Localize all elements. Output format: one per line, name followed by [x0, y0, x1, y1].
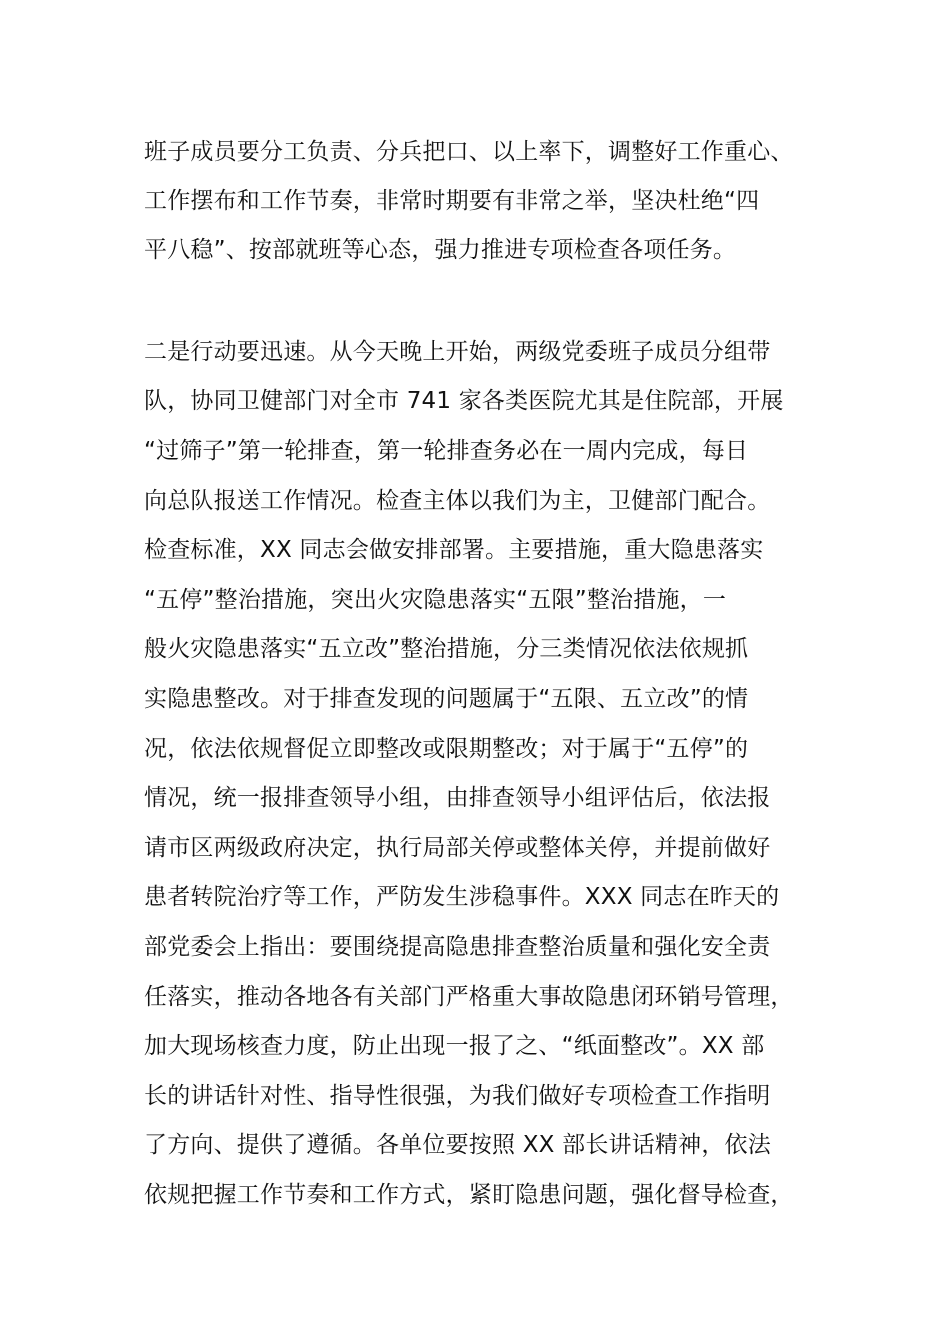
text-line: 般火灾隐患落实“五立改”整治措施，分三类情况依法依规抓 [144, 636, 749, 662]
text-line: “过筛子”第一轮排查，第一轮排查务必在一周内完成，每日 [144, 438, 749, 464]
text-line: 任落实，推动各地各有关部门严格重大事故隐患闭环销号管理， [144, 984, 794, 1010]
text-line: 部党委会上指出：要围绕提高隐患排查整治质量和强化安全责 [144, 934, 771, 960]
text-line: 请市区两级政府决定，执行局部关停或整体关停，并提前做好 [144, 835, 771, 861]
text-line: 长的讲话针对性、指导性很强，为我们做好专项检查工作指明 [144, 1083, 771, 1109]
text-line: 班子成员要分工负责、分兵把口、以上率下，调整好工作重心、 [144, 139, 794, 165]
text-line: 检查标准，XX 同志会做安排部署。主要措施，重大隐患落实 [144, 537, 764, 563]
text-line: 患者转院治疗等工作，严防发生涉稳事件。XXX 同志在昨天的 [144, 884, 780, 910]
text-line: 情况，统一报排查领导小组，由排查领导小组评估后，依法报 [144, 785, 771, 811]
text-line: 依规把握工作节奏和工作方式，紧盯隐患问题，强化督导检查， [144, 1182, 794, 1208]
text-line: 实隐患整改。对于排查发现的问题属于“五限、五立改”的情 [144, 686, 749, 712]
text-line: 了方向、提供了遵循。各单位要按照 XX 部长讲话精神，依法 [144, 1132, 771, 1158]
text-line: 队，协同卫健部门对全市 741 家各类医院尤其是住院部，开展 [144, 388, 784, 414]
text-line: “五停”整治措施，突出火灾隐患落实“五限”整治措施，一 [144, 587, 727, 613]
text-line: 工作摆布和工作节奏，非常时期要有非常之举，坚决杜绝“四 [144, 188, 760, 214]
text-line: 平八稳”、按部就班等心态，强力推进专项检查各项任务。 [144, 237, 737, 263]
text-line: 况，依法依规督促立即整改或限期整改；对于属于“五停”的 [144, 736, 749, 762]
text-line: 加大现场核查力度，防止出现一报了之、“纸面整改”。XX 部 [144, 1033, 765, 1059]
text-line: 二是行动要迅速。从今天晚上开始，两级党委班子成员分组带 [144, 339, 771, 365]
text-line: 向总队报送工作情况。检查主体以我们为主，卫健部门配合。 [144, 488, 771, 514]
